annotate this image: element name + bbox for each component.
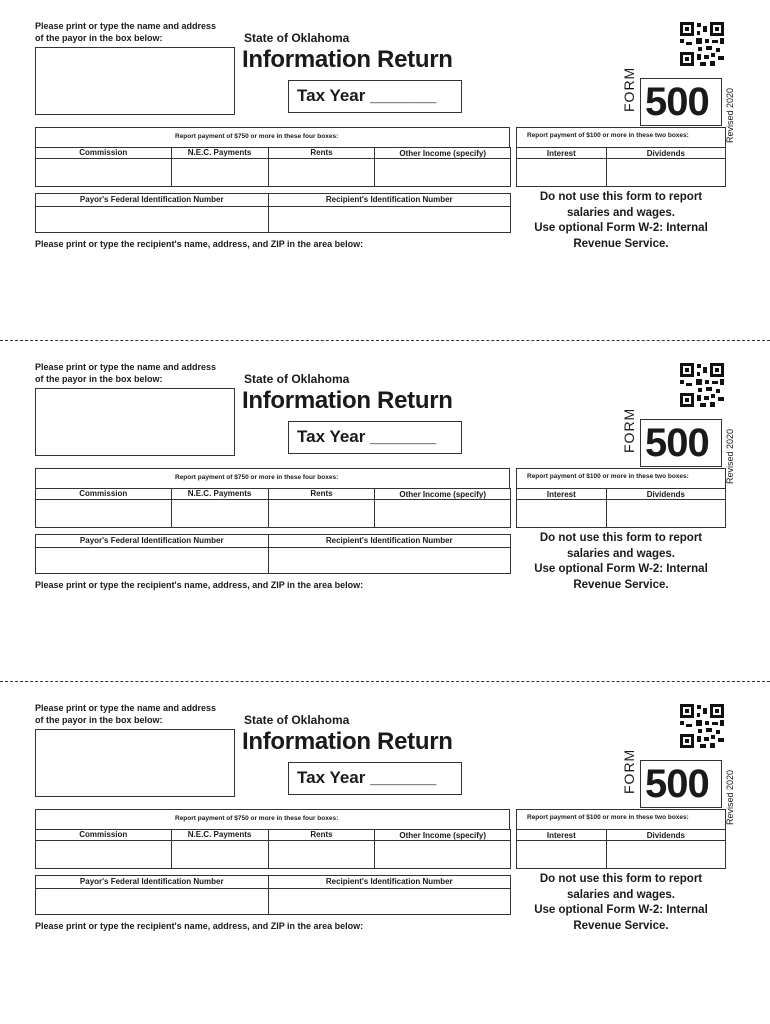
nec-label: N.E.C. Payments: [187, 148, 252, 157]
other-income-header: [375, 489, 511, 500]
recipient-instruction: Please print or type the recipient's name, address, and ZIP in the area below:: [35, 580, 364, 590]
dividends-label: Dividends: [646, 490, 685, 499]
payor-fed-id-label: Payor's Federal Identification Number: [79, 877, 224, 886]
report-100-label: Report payment of $100 or more in these two boxes:: [527, 814, 689, 821]
interest-label: Interest: [546, 831, 576, 840]
nec-label: N.E.C. Payments: [187, 830, 252, 839]
payor-instruction: [35, 361, 216, 385]
commission-header: [36, 830, 172, 841]
recipient-id-label: Recipient's Identification Number: [325, 195, 453, 204]
qr-code-icon: [680, 363, 724, 407]
other-income-header: [375, 148, 511, 159]
recipient-id-input[interactable]: [268, 889, 510, 915]
dividends-header: [606, 489, 725, 500]
payor-instruction-line1: Please print or type the name and address: [35, 21, 217, 31]
rents-input[interactable]: [268, 841, 375, 869]
payor-address-box[interactable]: [35, 729, 235, 797]
dividends-label: Dividends: [646, 149, 685, 158]
interest-input[interactable]: [517, 159, 607, 187]
recipient-id-label: Recipient's Identification Number: [325, 877, 453, 886]
commission-input[interactable]: [36, 841, 172, 869]
interest-label: Interest: [546, 490, 576, 499]
commission-header: [36, 489, 172, 500]
form-number: 500: [645, 421, 709, 465]
dividends-header: [606, 830, 725, 841]
rents-input[interactable]: [268, 159, 375, 187]
payor-fed-id-header: [36, 876, 269, 889]
recipient-instruction: Please print or type the recipient's name, address, and ZIP in the area below:: [35, 239, 364, 249]
form-number: 500: [645, 80, 709, 124]
form-title: Information Return: [242, 387, 453, 414]
interest-header: [517, 148, 607, 159]
payor-fed-id-input[interactable]: [36, 207, 269, 233]
interest-label: Interest: [546, 149, 576, 158]
qr-code-icon: [680, 704, 724, 748]
report-750-label: Report payment of $750 or more in these four boxes:: [175, 474, 339, 481]
state-label: State of Oklahoma: [244, 713, 350, 727]
nec-input[interactable]: [171, 159, 268, 187]
other-income-label: Other Income (specify): [399, 831, 487, 840]
form-word: FORM: [621, 407, 637, 453]
income-table-right: [516, 488, 726, 528]
warning-line-3: Use optional Form W-2: Internal: [534, 222, 708, 234]
income-table-right: [516, 829, 726, 869]
dividends-header: [606, 148, 725, 159]
commission-label: Commission: [79, 830, 128, 839]
form-title: Information Return: [242, 728, 453, 755]
rents-label: Rents: [310, 148, 333, 157]
dividends-input[interactable]: [606, 159, 725, 187]
dividends-input[interactable]: [606, 841, 725, 869]
income-table-left: [35, 829, 511, 869]
rents-input[interactable]: [268, 500, 375, 528]
warning-line-4: Revenue Service.: [573, 237, 669, 250]
warning-text: [516, 872, 726, 934]
payor-instruction-line2: of the payor in the box below:: [35, 33, 163, 43]
revised-label: Revised 2020: [725, 87, 735, 143]
other-income-label: Other Income (specify): [399, 490, 487, 499]
warning-line-2: salaries and wages.: [566, 547, 676, 560]
other-income-input[interactable]: [375, 500, 511, 528]
commission-input[interactable]: [36, 500, 172, 528]
warning-text: [516, 531, 726, 593]
income-table-left: [35, 488, 511, 528]
recipient-id-header: [268, 194, 510, 207]
form-title: Information Return: [242, 46, 453, 73]
interest-header: [517, 489, 607, 500]
interest-input[interactable]: [517, 500, 607, 528]
form-number: 500: [645, 762, 709, 806]
warning-line-4: Revenue Service.: [573, 919, 669, 932]
form-word: FORM: [621, 748, 637, 794]
payor-fed-id-header: [36, 194, 269, 207]
income-table-left: [35, 147, 511, 187]
warning-line-2: salaries and wages.: [566, 206, 676, 219]
nec-input[interactable]: [171, 500, 268, 528]
warning-line-2: salaries and wages.: [566, 888, 676, 901]
warning-line-3: Use optional Form W-2: Internal: [534, 904, 708, 916]
rents-header: [268, 489, 375, 500]
warning-line-1: Do not use this form to report: [539, 873, 703, 885]
recipient-id-header: [268, 876, 510, 889]
report-750-label: Report payment of $750 or more in these four boxes:: [175, 815, 339, 822]
rents-header: [268, 148, 375, 159]
other-income-label: Other Income (specify): [399, 149, 487, 158]
nec-header: [171, 148, 268, 159]
tax-year-field[interactable]: Tax Year _______: [288, 762, 462, 795]
commission-header: [36, 148, 172, 159]
cut-line: [0, 340, 770, 341]
warning-line-1: Do not use this form to report: [539, 532, 703, 544]
rents-label: Rents: [310, 489, 333, 498]
payor-address-box[interactable]: [35, 47, 235, 115]
id-table: [35, 534, 511, 574]
id-table: [35, 875, 511, 915]
nec-label: N.E.C. Payments: [187, 489, 252, 498]
payor-fed-id-input[interactable]: [36, 548, 269, 574]
payor-fed-id-label: Payor's Federal Identification Number: [79, 195, 224, 204]
recipient-instruction: Please print or type the recipient's name, address, and ZIP in the area below:: [35, 921, 364, 931]
warning-line-1: Do not use this form to report: [539, 191, 703, 203]
recipient-id-input[interactable]: [268, 548, 510, 574]
report-100-label: Report payment of $100 or more in these two boxes:: [527, 132, 689, 139]
rents-header: [268, 830, 375, 841]
id-table: [35, 193, 511, 233]
payor-instruction: [35, 20, 216, 44]
payor-instruction-line2: of the payor in the box below:: [35, 374, 163, 384]
revised-label: Revised 2020: [725, 428, 735, 484]
report-750-label: Report payment of $750 or more in these four boxes:: [175, 133, 339, 140]
payor-fed-id-header: [36, 535, 269, 548]
other-income-input[interactable]: [375, 841, 511, 869]
state-label: State of Oklahoma: [244, 372, 350, 386]
form-copy: [0, 682, 770, 982]
warning-line-3: Use optional Form W-2: Internal: [534, 563, 708, 575]
payor-instruction-line1: Please print or type the name and address: [35, 362, 217, 372]
revised-label: Revised 2020: [725, 769, 735, 825]
nec-header: [171, 830, 268, 841]
dividends-input[interactable]: [606, 500, 725, 528]
payor-instruction-line1: Please print or type the name and address: [35, 703, 217, 713]
form-copy: [0, 0, 770, 300]
report-100-label: Report payment of $100 or more in these two boxes:: [527, 473, 689, 480]
payor-fed-id-label: Payor's Federal Identification Number: [79, 536, 224, 545]
recipient-id-input[interactable]: [268, 207, 510, 233]
form-word: FORM: [621, 66, 637, 112]
commission-label: Commission: [79, 148, 128, 157]
interest-header: [517, 830, 607, 841]
payor-fed-id-input[interactable]: [36, 889, 269, 915]
tax-year-field[interactable]: Tax Year _______: [288, 421, 462, 454]
other-income-header: [375, 830, 511, 841]
dividends-label: Dividends: [646, 831, 685, 840]
other-income-input[interactable]: [375, 159, 511, 187]
payor-instruction-line2: of the payor in the box below:: [35, 715, 163, 725]
interest-input[interactable]: [517, 841, 607, 869]
commission-input[interactable]: [36, 159, 172, 187]
payor-address-box[interactable]: [35, 388, 235, 456]
rents-label: Rents: [310, 830, 333, 839]
form-copy: [0, 341, 770, 641]
warning-line-4: Revenue Service.: [573, 578, 669, 591]
commission-label: Commission: [79, 489, 128, 498]
qr-code-icon: [680, 22, 724, 66]
recipient-id-label: Recipient's Identification Number: [325, 536, 453, 545]
nec-header: [171, 489, 268, 500]
tax-year-field[interactable]: Tax Year _______: [288, 80, 462, 113]
cut-line: [0, 681, 770, 682]
nec-input[interactable]: [171, 841, 268, 869]
state-label: State of Oklahoma: [244, 31, 350, 45]
payor-instruction: [35, 702, 216, 726]
recipient-id-header: [268, 535, 510, 548]
income-table-right: [516, 147, 726, 187]
warning-text: [516, 190, 726, 252]
